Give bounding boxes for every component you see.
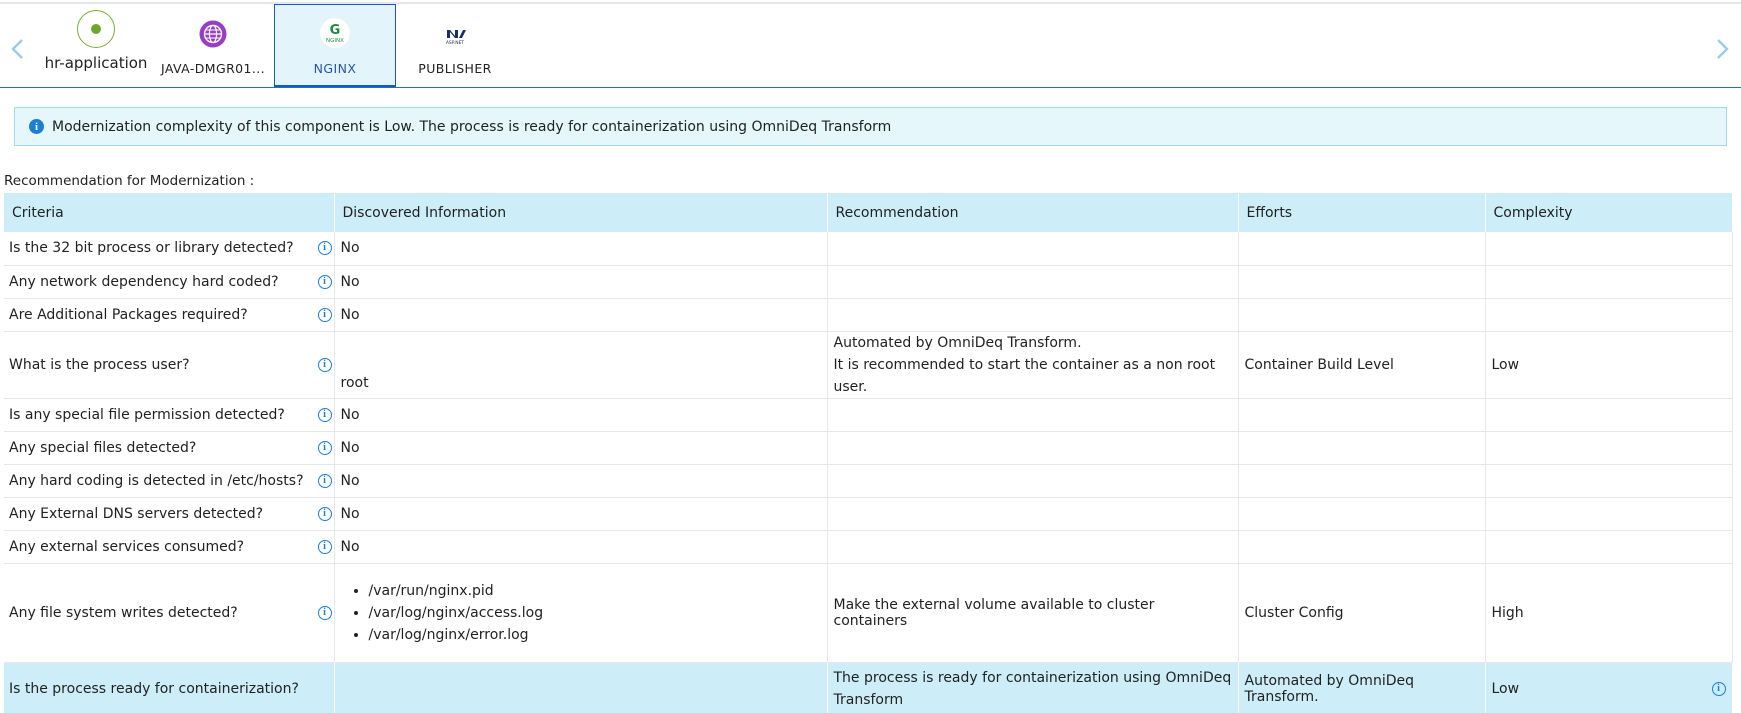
recommendation-table bbox=[4, 193, 1733, 713]
criteria-text: Any external services consumed? bbox=[9, 538, 245, 555]
section-title: Recommendation for Modernization : bbox=[4, 173, 255, 189]
info-icon[interactable]: i bbox=[318, 308, 332, 322]
criteria-text: Are Additional Packages required? bbox=[9, 306, 248, 323]
table-row bbox=[4, 398, 1732, 431]
table-row-summary bbox=[4, 662, 1732, 713]
nginx-logo-text: NGINX bbox=[326, 38, 344, 44]
table-row bbox=[4, 232, 1732, 265]
efforts-cell bbox=[1238, 497, 1485, 530]
criteria-cell bbox=[4, 662, 334, 713]
discovered-cell: root bbox=[334, 331, 827, 398]
criteria-cell bbox=[4, 298, 334, 331]
discovered-cell: No bbox=[334, 497, 827, 530]
recommendation-cell bbox=[827, 497, 1238, 530]
info-icon[interactable]: i bbox=[318, 540, 332, 554]
efforts-cell: Automated by OmniDeq Transform. bbox=[1238, 662, 1485, 713]
tab-hr-application[interactable] bbox=[36, 4, 156, 84]
component-tab-bar bbox=[0, 4, 1741, 90]
criteria-cell bbox=[4, 431, 334, 464]
svg-text:G: G bbox=[329, 23, 341, 38]
column-header-complexity: Complexity bbox=[1485, 193, 1732, 232]
efforts-cell bbox=[1238, 431, 1485, 464]
complexity-cell bbox=[1485, 530, 1732, 563]
info-icon[interactable]: i bbox=[318, 241, 332, 255]
table-row bbox=[4, 563, 1732, 662]
efforts-cell bbox=[1238, 265, 1485, 298]
discovered-cell bbox=[334, 662, 827, 713]
criteria-text: Is any special file permission detected? bbox=[9, 406, 285, 423]
recommendation-cell bbox=[827, 464, 1238, 497]
table-row bbox=[4, 497, 1732, 530]
column-header-recommendation: Recommendation bbox=[827, 193, 1238, 232]
criteria-cell bbox=[4, 265, 334, 298]
complexity-cell bbox=[1485, 662, 1732, 713]
discovered-cell: No bbox=[334, 464, 827, 497]
aspnet-logo-icon bbox=[440, 26, 470, 46]
discovered-cell: No bbox=[334, 298, 827, 331]
criteria-cell bbox=[4, 398, 334, 431]
chevron-right-icon[interactable] bbox=[1713, 34, 1733, 64]
tab-publisher[interactable] bbox=[408, 4, 502, 84]
recommendation-cell bbox=[827, 232, 1238, 265]
info-icon[interactable]: i bbox=[1712, 682, 1726, 696]
table-row bbox=[4, 298, 1732, 331]
info-icon[interactable]: i bbox=[318, 275, 332, 289]
discovered-cell: No bbox=[334, 398, 827, 431]
recommendation-line: The process is ready for containerization using OmniDeq bbox=[833, 669, 1232, 686]
table-row bbox=[4, 265, 1732, 298]
complexity-banner bbox=[14, 107, 1727, 146]
column-header-criteria: Criteria bbox=[4, 193, 334, 232]
discovered-cell: No bbox=[334, 530, 827, 563]
tab-label: NGINX bbox=[313, 61, 357, 76]
banner-text: Modernization complexity of this component is Low. The process is ready for containerization using OmniDeq Transform bbox=[52, 118, 892, 135]
tab-nginx[interactable] bbox=[274, 4, 396, 88]
efforts-cell: Container Build Level bbox=[1238, 331, 1485, 398]
efforts-cell bbox=[1238, 298, 1485, 331]
recommendation-cell bbox=[827, 530, 1238, 563]
criteria-text: Is the process ready for containerization? bbox=[9, 680, 299, 697]
complexity-cell bbox=[1485, 464, 1732, 497]
efforts-cell bbox=[1238, 530, 1485, 563]
tab-label: PUBLISHER bbox=[418, 61, 492, 76]
table-row bbox=[4, 331, 1732, 398]
complexity-text: Low bbox=[1491, 680, 1520, 697]
recommendation-cell bbox=[827, 331, 1238, 398]
discovered-cell: No bbox=[334, 265, 827, 298]
table-row bbox=[4, 431, 1732, 464]
criteria-text: Any network dependency hard coded? bbox=[9, 273, 279, 290]
column-header-discovered: Discovered Information bbox=[334, 193, 827, 232]
efforts-cell bbox=[1238, 398, 1485, 431]
recommendation-cell: Make the external volume available to cluster containers bbox=[827, 563, 1238, 662]
complexity-cell: High bbox=[1485, 563, 1732, 662]
recommendation-line: Automated by OmniDeq Transform. bbox=[833, 334, 1082, 351]
recommendation-line: It is recommended to start the container as a non root user. bbox=[833, 356, 1216, 395]
criteria-text: What is the process user? bbox=[9, 356, 190, 373]
discovered-cell: No bbox=[334, 431, 827, 464]
info-icon[interactable]: i bbox=[318, 474, 332, 488]
criteria-cell bbox=[4, 331, 334, 398]
criteria-cell bbox=[4, 497, 334, 530]
info-icon[interactable]: i bbox=[318, 358, 332, 372]
discovered-cell bbox=[334, 563, 827, 662]
recommendation-cell bbox=[827, 398, 1238, 431]
complexity-cell bbox=[1485, 431, 1732, 464]
recommendation-cell bbox=[827, 265, 1238, 298]
complexity-cell bbox=[1485, 265, 1732, 298]
complexity-cell bbox=[1485, 232, 1732, 265]
list-item: • /var/log/nginx/error.log bbox=[369, 624, 821, 646]
tab-label: hr-application bbox=[44, 54, 148, 72]
efforts-cell: Cluster Config bbox=[1238, 563, 1485, 662]
list-item: • /var/log/nginx/access.log bbox=[369, 602, 821, 624]
recommendation-line: Transform bbox=[833, 691, 904, 708]
list-item: • /var/run/nginx.pid bbox=[369, 580, 821, 602]
info-icon[interactable]: i bbox=[318, 408, 332, 422]
recommendation-cell bbox=[827, 298, 1238, 331]
table-header-row bbox=[4, 193, 1732, 232]
column-header-efforts: Efforts bbox=[1238, 193, 1485, 232]
efforts-cell bbox=[1238, 464, 1485, 497]
criteria-text: Any file system writes detected? bbox=[9, 604, 238, 621]
criteria-text: Any hard coding is detected in /etc/hosts? bbox=[9, 472, 304, 489]
criteria-cell bbox=[4, 232, 334, 265]
criteria-cell bbox=[4, 530, 334, 563]
recommendation-cell bbox=[827, 431, 1238, 464]
criteria-cell bbox=[4, 563, 334, 662]
complexity-cell bbox=[1485, 298, 1732, 331]
status-circle-icon bbox=[77, 10, 115, 48]
recommendation-cell bbox=[827, 662, 1238, 713]
info-icon[interactable]: i bbox=[318, 606, 332, 620]
table-row bbox=[4, 530, 1732, 563]
tab-label: JAVA-DMGR01... bbox=[161, 61, 265, 76]
efforts-cell bbox=[1238, 232, 1485, 265]
complexity-cell bbox=[1485, 497, 1732, 530]
aspnet-logo-text: ASP.NET bbox=[445, 41, 465, 46]
nginx-logo-icon bbox=[319, 17, 351, 49]
info-icon[interactable]: i bbox=[318, 507, 332, 521]
table-row bbox=[4, 464, 1732, 497]
info-icon: i bbox=[29, 119, 44, 134]
complexity-cell bbox=[1485, 398, 1732, 431]
chevron-left-icon[interactable] bbox=[7, 34, 27, 64]
criteria-text: Any External DNS servers detected? bbox=[9, 505, 264, 522]
criteria-text: Is the 32 bit process or library detected? bbox=[9, 240, 294, 257]
info-icon[interactable]: i bbox=[318, 441, 332, 455]
globe-icon bbox=[199, 20, 227, 48]
discovered-cell: No bbox=[334, 232, 827, 265]
criteria-cell bbox=[4, 464, 334, 497]
complexity-cell: Low bbox=[1485, 331, 1732, 398]
criteria-text: Any special files detected? bbox=[9, 439, 197, 456]
file-write-list bbox=[369, 580, 821, 646]
tab-bar-underline bbox=[0, 87, 1741, 88]
tab-java-dmgr01[interactable] bbox=[160, 4, 266, 84]
